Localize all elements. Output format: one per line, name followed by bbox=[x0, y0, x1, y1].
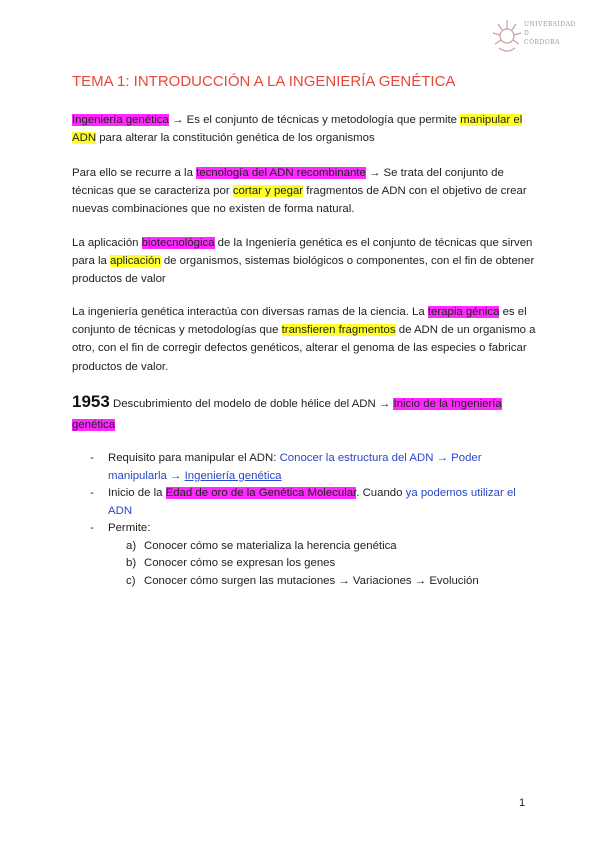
text: Descubrimiento del modelo de doble hélice del ADN → bbox=[109, 398, 394, 410]
text: La aplicación bbox=[72, 237, 142, 249]
blue-text: ya podemos utilizar el ADN bbox=[108, 487, 516, 517]
text: de la Ingeniería genética es el conjunto de técnicas que sirven para la bbox=[72, 237, 533, 268]
highlight-term: tecnología del ADN recombinante bbox=[196, 167, 366, 179]
text: para alterar la constitución genética de los organismos bbox=[96, 132, 375, 145]
text: de ADN de un organismo a otro, con el fin de corregir defectos genéticos, alterar el genoma de las especies o fabricar productos de valor. bbox=[72, 324, 536, 373]
dash-bullet: - bbox=[90, 452, 94, 464]
text: es el conjunto de técnicas y metodologías que bbox=[72, 306, 527, 337]
text: Conocer cómo se materializa la herencia genética bbox=[144, 539, 397, 552]
text: Inicio de la bbox=[108, 487, 166, 499]
text: de organismos, sistemas biológicos o componentes, con el fin de obtener productos de valor bbox=[72, 255, 535, 286]
list-letter: a) bbox=[126, 539, 137, 552]
highlight-term: Inicio de la Ingeniería genética bbox=[72, 398, 502, 431]
logo-line: CÓRDOBA bbox=[524, 39, 560, 46]
paragraph-biotech bbox=[72, 234, 542, 289]
logo-line: UNIVERSIDAD bbox=[524, 21, 576, 28]
text: Requisito para manipular el ADN: bbox=[108, 452, 280, 464]
text: fragmentos de ADN con el objetivo de crear nuevas combinaciones que no existen de forma natural. bbox=[72, 185, 527, 216]
paragraph-1953 bbox=[72, 391, 542, 436]
dash-bullet: - bbox=[90, 487, 94, 499]
text: Conocer cómo surgen las mutaciones → Variaciones → Evolución bbox=[144, 574, 479, 587]
highlight-term: cortar y pegar bbox=[232, 185, 304, 198]
text: → Es el conjunto de técnicas y metodología que permite bbox=[168, 114, 461, 126]
sub-list bbox=[108, 538, 542, 591]
list-item bbox=[72, 520, 542, 590]
year-label: 1953 bbox=[72, 392, 110, 411]
list-item bbox=[72, 450, 542, 485]
paragraph-recombinant bbox=[72, 164, 542, 219]
text: Conocer cómo se expresan los genes bbox=[144, 557, 336, 569]
page-title: TEMA 1: INTRODUCCIÓN A LA INGENIERÍA GENÉTICA bbox=[72, 73, 456, 90]
page-number: 1 bbox=[519, 797, 526, 809]
highlight-term: Ingeniería genética bbox=[72, 114, 169, 126]
highlight-term: Edad de oro de la Genética Molecular bbox=[165, 487, 357, 499]
sub-list-item bbox=[108, 555, 542, 573]
text: . Cuando bbox=[356, 487, 406, 499]
text: Permite: bbox=[108, 522, 151, 534]
sub-list-item bbox=[108, 573, 542, 591]
highlight-term: manipular el ADN bbox=[72, 114, 523, 145]
highlight-term: biotecnológica bbox=[141, 237, 215, 249]
university-name bbox=[524, 20, 576, 47]
text: Para ello se recurre a la bbox=[72, 167, 197, 179]
dash-bullet: - bbox=[90, 522, 94, 534]
list-item bbox=[72, 485, 542, 520]
blue-text: Conocer la estructura del ADN → Poder manipularla → bbox=[108, 452, 482, 482]
list-letter: c) bbox=[126, 574, 136, 587]
list-letter: b) bbox=[126, 557, 137, 569]
link-ingenieria-genetica[interactable]: Ingeniería genética bbox=[184, 469, 282, 482]
sub-list-item bbox=[108, 538, 542, 556]
highlight-term: transfieren fragmentos bbox=[281, 324, 396, 337]
bullet-list bbox=[72, 450, 542, 590]
highlight-term: terapia génica bbox=[427, 306, 500, 318]
logo-line: D bbox=[524, 30, 530, 37]
paragraph-gene-therapy bbox=[72, 303, 542, 376]
highlight-term: aplicación bbox=[110, 255, 161, 268]
text: La ingeniería genética interactúa con diversas ramas de la ciencia. La bbox=[72, 306, 428, 318]
text: → Se trata del conjunto de técnicas que se caracteriza por bbox=[72, 167, 504, 198]
paragraph-definition bbox=[72, 111, 542, 147]
